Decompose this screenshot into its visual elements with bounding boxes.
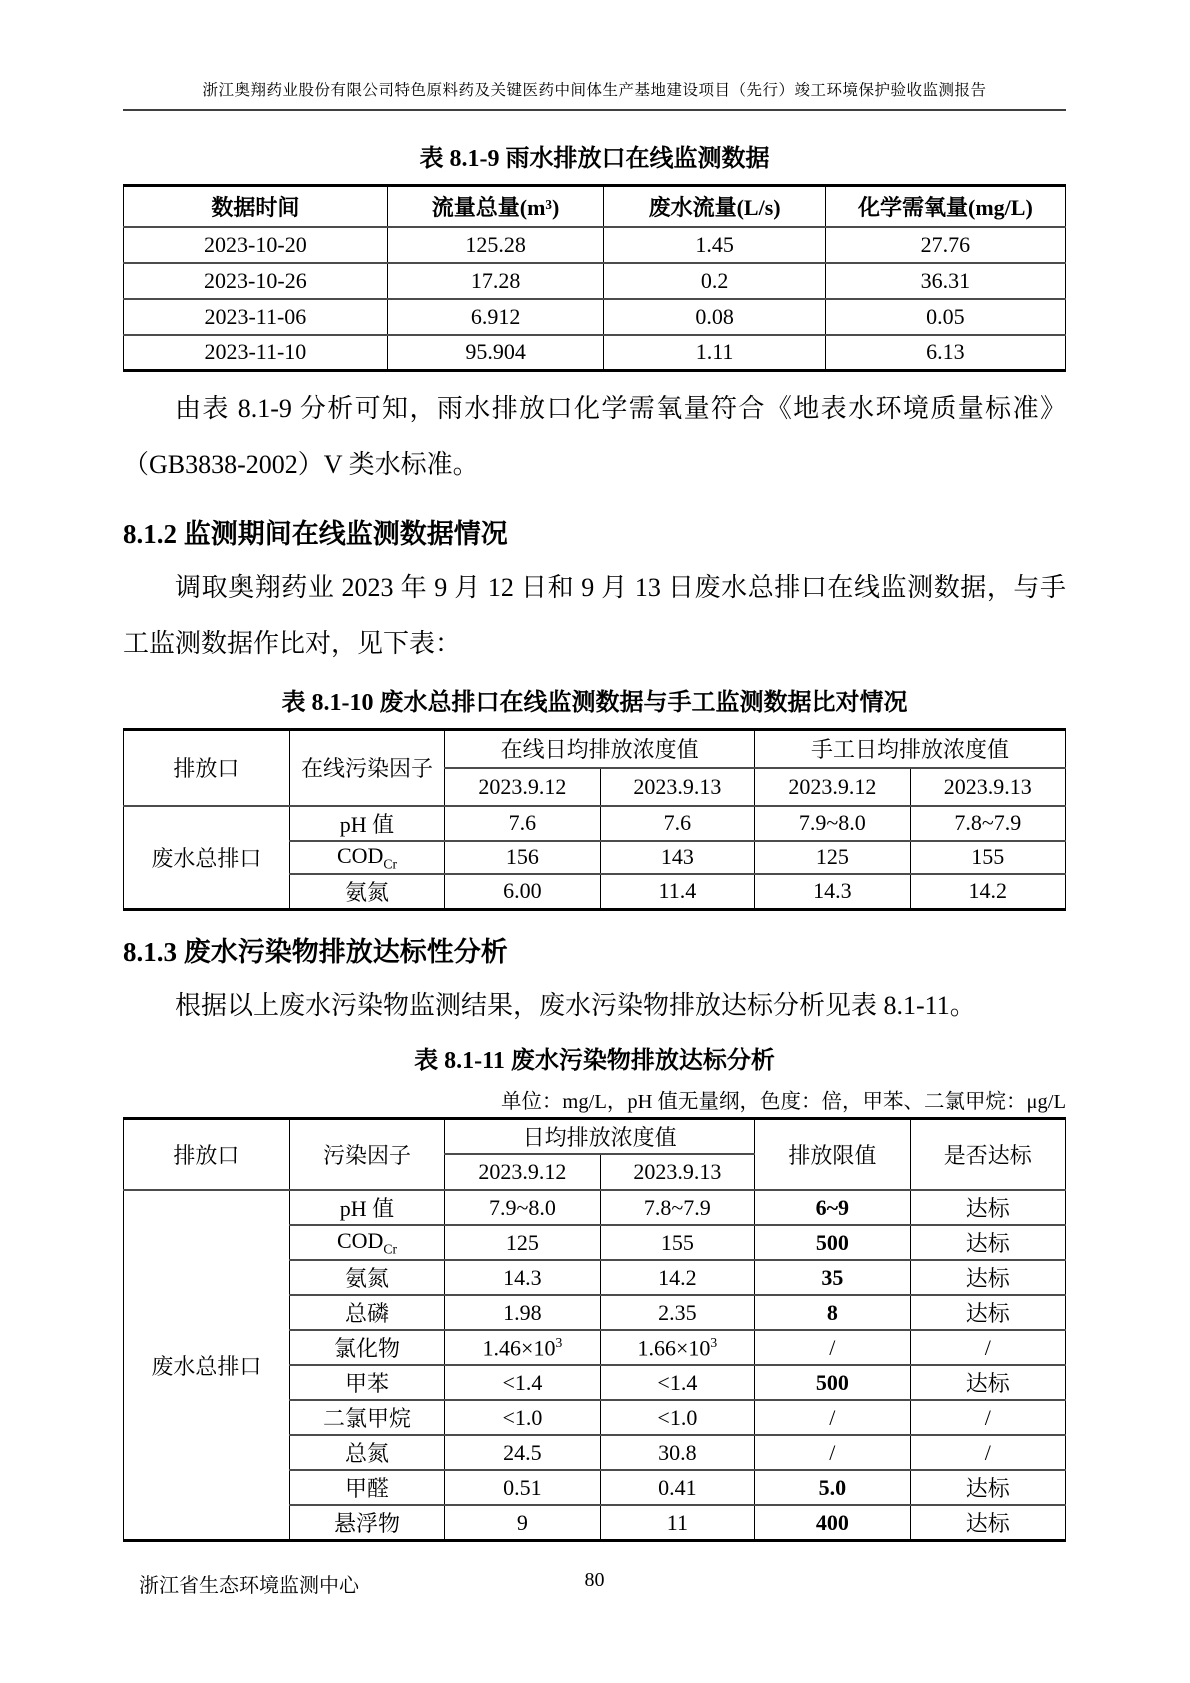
- table-cell: 7.9~8.0: [755, 806, 910, 841]
- table-cell: 0.05: [825, 299, 1065, 335]
- table-cell: 2023-11-10: [124, 335, 388, 371]
- table-cell: 14.2: [910, 874, 1065, 910]
- table-cell: 2023-10-26: [124, 263, 388, 299]
- column-header-date-2: 2023.9.13: [600, 1154, 754, 1190]
- section-heading-8-1-2: 8.1.2 监测期间在线监测数据情况: [123, 519, 508, 549]
- table-cell: 2023-11-06: [124, 299, 388, 335]
- table-row: [124, 1190, 1066, 1225]
- column-header-date-1: 2023.9.12: [445, 768, 600, 806]
- table-online-vs-manual-comparison: [123, 728, 1066, 911]
- table-cell: 达标: [910, 1295, 1065, 1330]
- table-cell: 500: [755, 1365, 910, 1400]
- table-row: [124, 263, 1066, 299]
- table-cell: 达标: [910, 1190, 1065, 1225]
- table-cell: 7.8~7.9: [910, 806, 1065, 841]
- table-cell: 7.6: [600, 806, 754, 841]
- paragraph-section-8-1-2: 调取奥翔药业 2023 年 9 月 12 日和 9 月 13 日废水总排口在线监测数据，与手工监测数据作比对，见下表：: [123, 573, 1066, 658]
- table-cell: 143: [600, 841, 754, 874]
- table-cell: 156: [445, 841, 600, 874]
- table-cell: 400: [755, 1505, 910, 1541]
- table-cell: 9: [445, 1505, 600, 1541]
- table-cell: 0.51: [445, 1470, 600, 1505]
- column-header-wastewater-flow: 废水流量(L/s): [604, 186, 825, 227]
- column-header-cod: 化学需氧量(mg/L): [825, 186, 1065, 227]
- column-header-online-factor: 在线污染因子: [289, 730, 444, 806]
- column-header-daily-avg-concentration: 日均排放浓度值: [445, 1118, 755, 1154]
- table-cell: 达标: [910, 1505, 1065, 1541]
- table-cell: 达标: [910, 1260, 1065, 1295]
- column-header-outlet: 排放口: [124, 1118, 290, 1190]
- table-11-title: 表 8.1-11 废水污染物排放达标分析: [414, 1047, 775, 1074]
- table-cell: 达标: [910, 1365, 1065, 1400]
- paragraph-section-8-1-3: 根据以上废水污染物监测结果，废水污染物排放达标分析见表 8.1-11。: [175, 990, 976, 1020]
- table-cell: 氨氮: [289, 1260, 444, 1295]
- table-cell: /: [910, 1400, 1065, 1435]
- column-header-date-1: 2023.9.12: [445, 1154, 600, 1190]
- table-cell: 1.11: [604, 335, 825, 371]
- table-cell: 6~9: [755, 1190, 910, 1225]
- table-row: [124, 227, 1066, 263]
- table-cell: /: [755, 1330, 910, 1365]
- table-cell: 24.5: [445, 1435, 600, 1470]
- table-cell: 6.912: [387, 299, 604, 335]
- table-cell: 7.6: [445, 806, 600, 841]
- table-header-row: [124, 1118, 1066, 1154]
- table-cell: $1.46\times 10^3$: [445, 1330, 600, 1365]
- table-cell: 14.2: [600, 1260, 754, 1295]
- column-header-online-daily-avg: 在线日均排放浓度值: [445, 730, 755, 768]
- table-cell: $COD_{Cr}$: [289, 1225, 444, 1260]
- table-cell: 125: [445, 1225, 600, 1260]
- table-cell: 5.0: [755, 1470, 910, 1505]
- table-cell: 36.31: [825, 263, 1065, 299]
- table-9-title: 表 8.1-9 雨水排放口在线监测数据: [419, 146, 770, 172]
- table-cell: 14.3: [445, 1260, 600, 1295]
- table-cell: 500: [755, 1225, 910, 1260]
- table-cell: 0.41: [600, 1470, 754, 1505]
- column-header-total-flow: 流量总量(m³): [387, 186, 604, 227]
- table-cell: 1.45: [604, 227, 825, 263]
- column-header-manual-daily-avg: 手工日均排放浓度值: [755, 730, 1066, 768]
- table-rainwater-online-monitoring: [123, 184, 1066, 372]
- table-cell: 14.3: [755, 874, 910, 910]
- column-header-pollution-factor: 污染因子: [289, 1118, 444, 1190]
- table-cell: 氨氮: [289, 874, 444, 910]
- table-cell: 二氯甲烷: [289, 1400, 444, 1435]
- table-cell: 0.2: [604, 263, 825, 299]
- table-cell: 30.8: [600, 1435, 754, 1470]
- table-cell: /: [910, 1435, 1065, 1470]
- column-header-date-2: 2023.9.13: [600, 768, 754, 806]
- table-cell: 甲醛: [289, 1470, 444, 1505]
- table-row: [124, 335, 1066, 371]
- table-11-unit-note: 单位：mg/L，pH 值无量纲，色度：倍，甲苯、二氯甲烷：μg/L: [500, 1090, 1066, 1113]
- table-cell: /: [755, 1435, 910, 1470]
- column-header-date-1: 2023.9.12: [755, 768, 910, 806]
- table-cell: 达标: [910, 1470, 1065, 1505]
- column-header-date-2: 2023.9.13: [910, 768, 1065, 806]
- table-cell: 11.4: [600, 874, 754, 910]
- table-cell: 125.28: [387, 227, 604, 263]
- table-cell: 155: [600, 1225, 754, 1260]
- table-cell: $1.66\times 10^3$: [600, 1330, 754, 1365]
- table-row: [124, 299, 1066, 335]
- table-cell: 总磷: [289, 1295, 444, 1330]
- column-header-discharge-limit: 排放限值: [755, 1118, 910, 1190]
- page-number: 80: [584, 1569, 605, 1592]
- table-cell: <1.4: [600, 1365, 754, 1400]
- page-footer: [123, 1569, 1066, 1599]
- table-cell: 7.9~8.0: [445, 1190, 600, 1225]
- table-cell: 氯化物: [289, 1330, 444, 1365]
- table-cell: 95.904: [387, 335, 604, 371]
- section-heading-8-1-3: 8.1.3 废水污染物排放达标性分析: [123, 936, 508, 967]
- table-cell: 2023-10-20: [124, 227, 388, 263]
- table-cell: pH 值: [289, 806, 444, 841]
- table-cell: 悬浮物: [289, 1505, 444, 1541]
- footer-organization: 浙江省生态环境监测中心: [139, 1575, 359, 1598]
- table-cell: 甲苯: [289, 1365, 444, 1400]
- page-header: [123, 78, 1066, 111]
- table-cell: $COD_{Cr}$: [289, 841, 444, 874]
- table-cell: pH 值: [289, 1190, 444, 1225]
- table-cell: <1.0: [600, 1400, 754, 1435]
- table-cell: 1.98: [445, 1295, 600, 1330]
- column-header-compliance: 是否达标: [910, 1118, 1065, 1190]
- table-row: [124, 806, 1066, 841]
- table-cell: 125: [755, 841, 910, 874]
- row-group-label: 废水总排口: [124, 1190, 290, 1541]
- table-cell: 17.28: [387, 263, 604, 299]
- table-discharge-compliance-analysis: [123, 1117, 1066, 1543]
- table-cell: 达标: [910, 1225, 1065, 1260]
- table-header-row: [124, 730, 1066, 768]
- table-cell: 11: [600, 1505, 754, 1541]
- table-cell: 0.08: [604, 299, 825, 335]
- column-header-date: 数据时间: [124, 186, 388, 227]
- table-cell: 2.35: [600, 1295, 754, 1330]
- row-group-label: 废水总排口: [124, 806, 290, 910]
- column-header-outlet: 排放口: [124, 730, 290, 806]
- table-cell: 6.00: [445, 874, 600, 910]
- table-10-title: 表 8.1-10 废水总排口在线监测数据与手工监测数据比对情况: [281, 690, 908, 716]
- table-cell: 8: [755, 1295, 910, 1330]
- table-cell: 155: [910, 841, 1065, 874]
- table-cell: 7.8~7.9: [600, 1190, 754, 1225]
- table-header-row: [124, 186, 1066, 227]
- table-cell: <1.4: [445, 1365, 600, 1400]
- paragraph-table9-analysis: 由表 8.1-9 分析可知，雨水排放口化学需氧量符合《地表水环境质量标准》（GB3838-2002）V 类水标准。: [123, 394, 1066, 479]
- table-cell: /: [910, 1330, 1065, 1365]
- table-cell: 6.13: [825, 335, 1065, 371]
- table-cell: 总氮: [289, 1435, 444, 1470]
- table-cell: <1.0: [445, 1400, 600, 1435]
- table-cell: /: [755, 1400, 910, 1435]
- page-header-title: 浙江奥翔药业股份有限公司特色原料药及关键医药中间体生产基地建设项目（先行）竣工环境保护验收监测报告: [202, 82, 987, 99]
- table-cell: 35: [755, 1260, 910, 1295]
- table-cell: 27.76: [825, 227, 1065, 263]
